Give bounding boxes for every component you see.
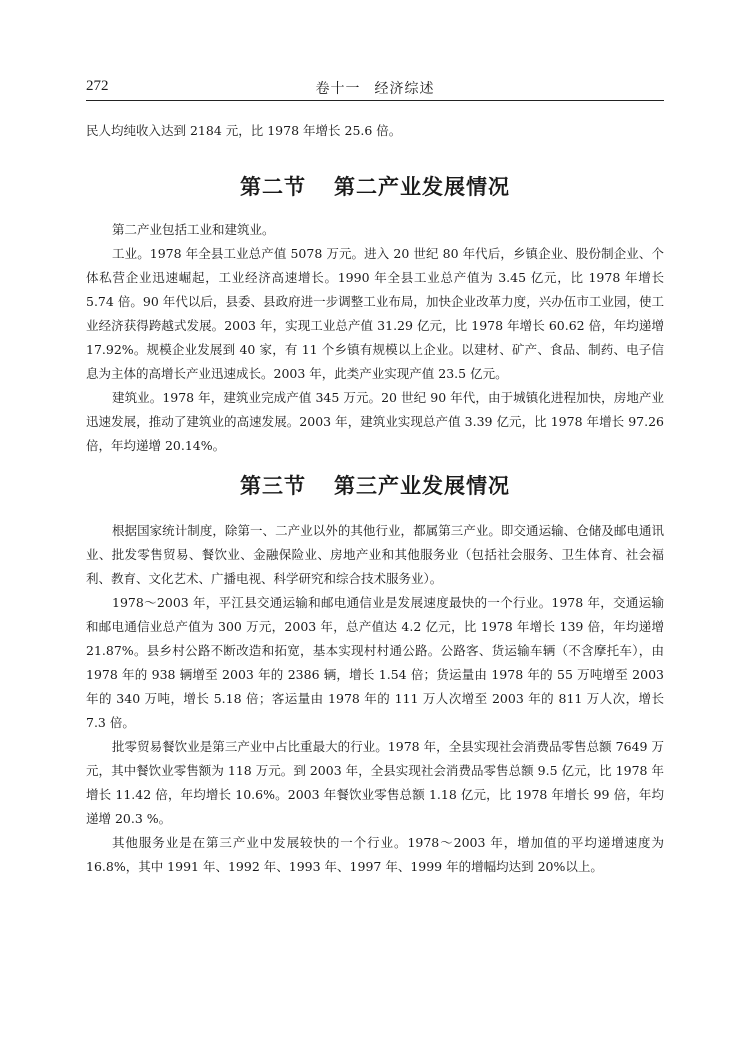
page-number: 272 <box>86 78 109 94</box>
paragraph: 批零贸易餐饮业是第三产业中占比重最大的行业。1978 年，全县实现社会消费品零售总额 7649 万元，其中餐饮业零售额为 118 万元。到 2003 年，全县实现社会消费品零售总额 9.5 亿元，比 1978 年增长 11.42 倍，年均增长 10.6%。2003 年餐饮业零售总额 1.18 亿元，比 1978 年增长 99 倍，年均递增 20.3 %。 <box>86 739 664 826</box>
intro-continuation <box>86 119 664 143</box>
volume-title: 经济综述 <box>374 81 435 97</box>
section2-title: 第二产业发展情况 <box>334 175 510 199</box>
paragraph: 1978～2003 年，平江县交通运输和邮电通信业是发展速度最快的一个行业。1978 年，交通运输和邮电通信业总产值为 300 万元，2003 年，总产值达 4.2 亿元，比 1978 年增长 139 倍，年均递增 21.87%。县乡村公路不断改造和拓宽，基本实现村村通公路。公路客、货运输车辆（不含摩托车），由 1978 年的 938 辆增至 2003 年的 2386 辆，增长 1.54 倍；货运量由 1978 年的 55 万吨增至 2003 年的 340 万吨，增长 5.18 倍；客运量由 1978 年的 111 万人次增至 2003 年的 811 万人次，增长 7.3 倍。 <box>86 595 664 730</box>
paragraph: 根据国家统计制度，除第一、二产业以外的其他行业，都属第三产业。即交通运输、仓储及邮电通讯业、批发零售贸易、餐饮业、金融保险业、房地产业和其他服务业（包括社会服务、卫生体育、社会福利、教育、文化艺术、广播电视、科学研究和综合技术服务业）。 <box>86 523 664 586</box>
paragraph: 其他服务业是在第三产业中发展较快的一个行业。1978～2003 年，增加值的平均递增速度为 16.8%，其中 1991 年、1992 年、1993 年、1997 年、1999 年的增幅均达到 20%以上。 <box>86 835 664 874</box>
section3-number: 第三节 <box>240 474 306 498</box>
section2-body <box>86 218 664 458</box>
paragraph: 建筑业。1978 年，建筑业完成产值 345 万元。20 世纪 90 年代，由于城镇化进程加快，房地产业迅速发展，推动了建筑业的高速发展。2003 年，建筑业实现总产值 3.39 亿元，比 1978 年增长 97.26 倍，年均递增 20.14%。 <box>86 390 664 453</box>
page-header <box>86 74 664 101</box>
section2-number: 第二节 <box>240 175 306 199</box>
paragraph: 第二产业包括工业和建筑业。 <box>112 222 275 237</box>
section3-heading <box>86 470 664 500</box>
intro-line: 民人均纯收入达到 2184 元，比 1978 年增长 25.6 倍。 <box>86 123 402 138</box>
section3-title: 第三产业发展情况 <box>334 474 510 498</box>
paragraph: 工业。1978 年全县工业总产值 5078 万元。进入 20 世纪 80 年代后，乡镇企业、股份制企业、个体私营企业迅速崛起，工业经济高速增长。1990 年全县工业总产值为 3.45 亿元，比 1978 年增长 5.74 倍。90 年代以后，县委、县政府进一步调整工业布局，加快企业改革力度，兴办伍市工业园，使工业经济获得跨越式发展。2003 年，实现工业总产值 31.29 亿元，比 1978 年增长 60.62 倍，年均递增 17.92%。规模企业发展到 40 家，有 11 个乡镇有规模以上企业。以建材、矿产、食品、制药、电子信息为主体的高增长产业迅速成长。2003 年，此类产业实现产值 23.5 亿元。 <box>86 246 664 381</box>
volume-label: 卷十一 <box>315 81 361 97</box>
section2-heading <box>86 171 664 201</box>
section3-body <box>86 519 664 879</box>
running-title <box>86 78 664 98</box>
